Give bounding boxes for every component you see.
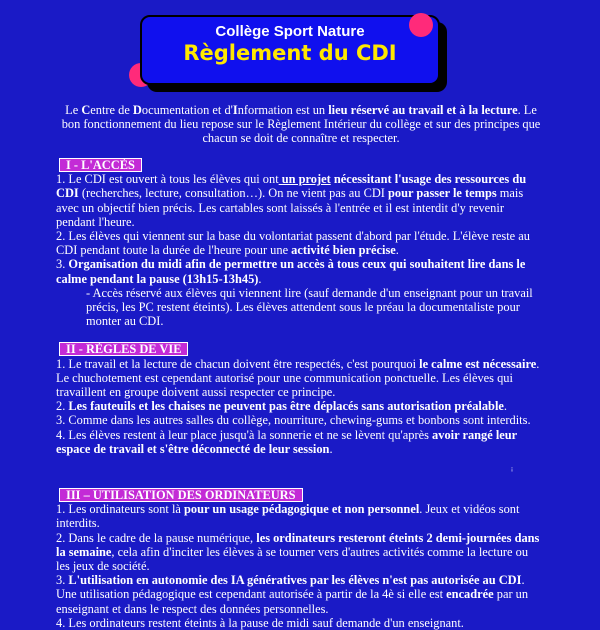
rule-2-3: 3. Comme dans les autres salles du collège, nourriture, chewing-gums et bonbons sont interdits. (56, 413, 531, 428)
rule-2-4: 4. Les élèves restent à leur place jusqu'à la sonnerie et ne se lèvent qu'après avoir rangé leur espace de travail et s'être déconnecté de leur session. (56, 427, 517, 456)
rule-2-1: 1. Le travail et la lecture de chacun doivent être respectés, c'est pourquoi le calme est nécessaire. Le chuchotement est cependant autorisé pour une communication ponctuelle. Les élèves qui travaillent en groupe doivent aussi respecter ce principe. (56, 356, 540, 400)
rule-3-1: 1. Les ordinateurs sont là pour un usage pédagogique et non personnel. Jeux et vidéos sont interdits. (56, 502, 520, 531)
section-ordinateurs (56, 488, 540, 630)
rule-3-4: 4. Les ordinateurs restent éteints à la pause de midi sauf demande d'un enseignant. (56, 615, 464, 630)
section-acces (56, 158, 540, 328)
intro-paragraph: Le Centre de Documentation et d'Information est un lieu réservé au travail et à la lecture. Le bon fonctionnement du lieu repose sur le Règlement Intérieur du collège et sur des principes que chacun se doit de connaître et respecter. (61, 103, 541, 146)
rule-1-3: 3. Organisation du midi afin de permettre un accès à tous ceux qui souhaitent lire dans le calme pendant la pause (13h15-13h45). (56, 257, 526, 286)
intro-highlight: lieu réservé au travail et à la lecture (328, 103, 518, 117)
title-banner (140, 15, 440, 85)
section-heading-ordinateurs: III – UTILISATION DES ORDINATEURS (59, 488, 303, 502)
section-regles (56, 342, 540, 456)
college-name: Collège Sport Nature (215, 23, 365, 40)
section-heading-acces: I - L'ACCÈS (59, 158, 142, 172)
decorative-dot-right (409, 13, 433, 37)
section-heading-regles: II - RÈGLES DE VIE (59, 342, 188, 356)
rule-1-1: 1. Le CDI est ouvert à tous les élèves qui ont un projet nécessitant l'usage des ressources du CDI (recherches, lecture, consultation…). On ne vient pas au CDI pour passer le temps mais avec un objectif bien précis. Les cartables sont laissés à l'entrée et il est interdit d'y revenir pendant l'heure. (56, 172, 527, 229)
rule-2-2: 2. Les fauteuils et les chaises ne peuvent pas être déplacés sans autorisation préalable. (56, 399, 507, 414)
rule-3-2: 2. Dans le cadre de la pause numérique, les ordinateurs resteront éteints 2 demi-journées dans la semaine, cela afin d'inciter les élèves à se tourner vers d'autres activités comme la lecture ou les jeux de société. (56, 530, 540, 574)
rule-3-3: 3. L'utilisation en autonomie des IA génératives par les élèves n'est pas autorisée au CDI. Une utilisation pédagogique est cependant autorisée à partir de la 4è si elle est encadrée par un enseignant et dans le respect des données personnelles. (56, 573, 529, 616)
rule-1-2: 2. Les élèves qui viennent sur la base du volontariat passent d'abord par l'étude. L'élève reste au CDI pendant toute la durée de l'heure pour une activité bien précise. (56, 229, 530, 258)
rules-content (56, 158, 540, 630)
rule-1-3-detail: - Accès réservé aux élèves qui viennent lire (sauf demande d'un enseignant pour un travail précis, les PC restent éteints). Les élèves attendent sous le préau la documentaliste pour monter au CDI. (86, 285, 533, 329)
page-title: Règlement du CDI (183, 41, 397, 66)
stray-mark: ¡ (511, 466, 513, 473)
